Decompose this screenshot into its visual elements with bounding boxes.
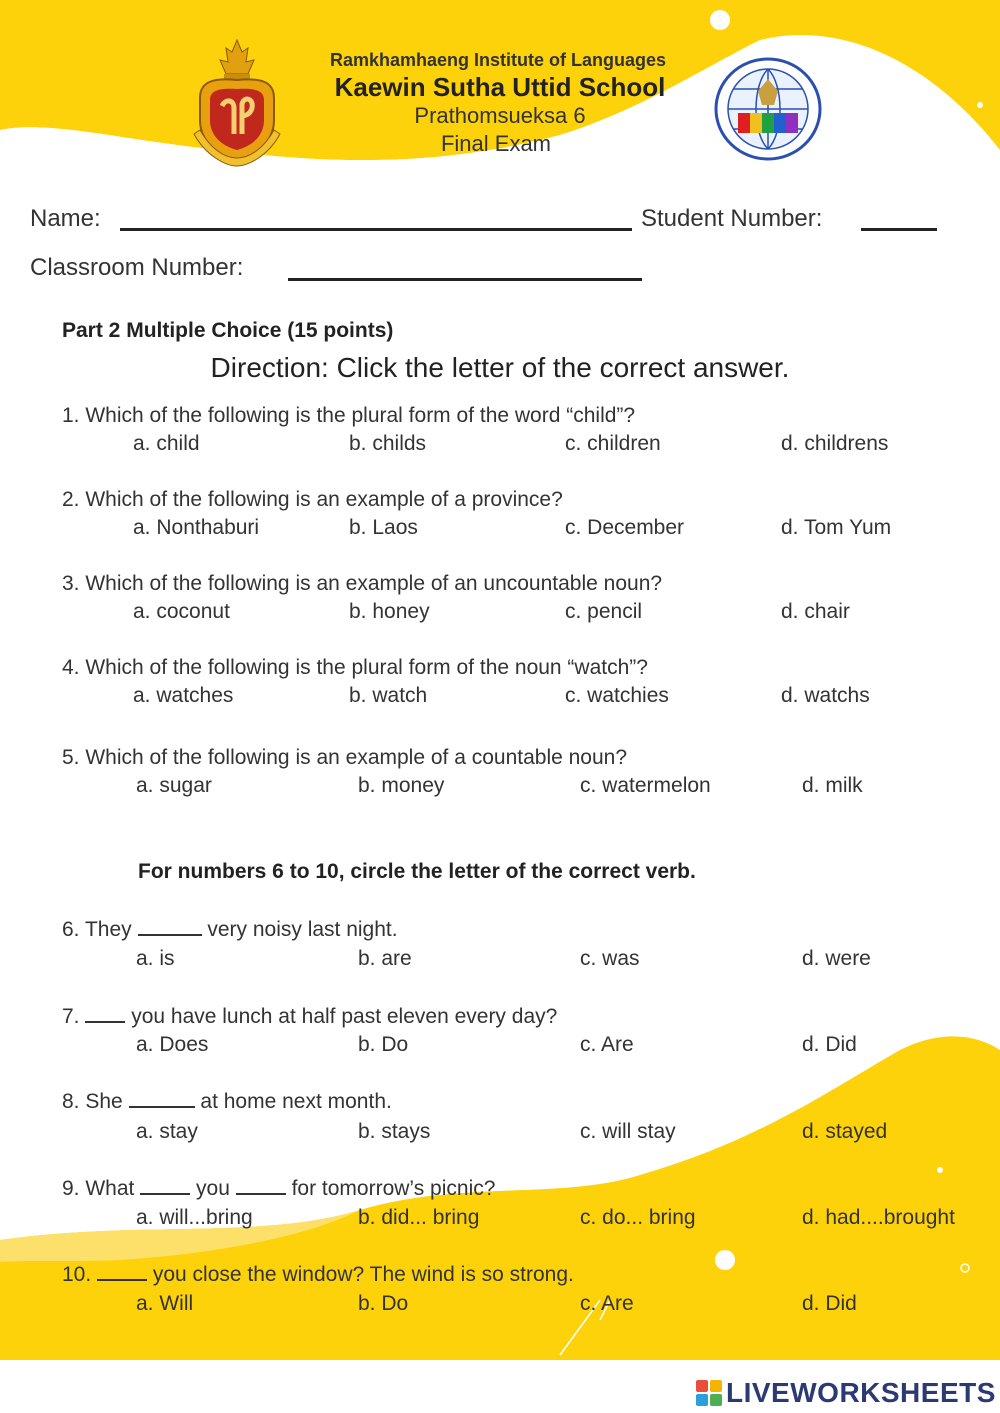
question-7-text: 7. you have lunch at half past eleven every day? <box>62 1005 558 1028</box>
q1-option-d[interactable]: d. childrens <box>781 432 889 455</box>
name-field[interactable] <box>120 228 632 231</box>
q6-option-d[interactable]: d. were <box>802 947 871 970</box>
direction-text: Direction: Click the letter of the correct answer. <box>210 352 790 383</box>
q7-option-c[interactable]: c. Are <box>580 1033 634 1056</box>
q1-option-b[interactable]: b. childs <box>349 432 427 455</box>
classroom-number-label: Classroom Number: <box>30 254 244 281</box>
answer-blank <box>85 1005 125 1023</box>
q9-option-c[interactable]: c. do... bring <box>580 1206 696 1229</box>
name-label: Name: <box>30 205 101 232</box>
school-name: Kaewin Sutha Uttid School <box>334 72 666 102</box>
q9-option-a[interactable]: a. will...bring <box>136 1206 253 1229</box>
q6-option-b[interactable]: b. are <box>358 947 412 970</box>
q3-option-c[interactable]: c. pencil <box>565 600 643 623</box>
q4-option-d[interactable]: d. watchs <box>781 684 870 707</box>
liveworksheets-brand: LIVEWORKSHEETS <box>726 1377 996 1408</box>
liveworksheets-icon <box>696 1380 722 1406</box>
q4-option-b[interactable]: b. watch <box>349 684 428 707</box>
q8-option-c[interactable]: c. will stay <box>580 1120 676 1143</box>
student-number-field[interactable] <box>861 228 937 231</box>
grade-level: Prathomsueksa 6 <box>414 103 586 128</box>
answer-blank <box>129 1090 195 1108</box>
q1-option-a[interactable]: a. child <box>133 432 200 455</box>
q4-option-a[interactable]: a. watches <box>133 684 234 707</box>
question-8-text: 8. She at home next month. <box>62 1090 392 1113</box>
student-number-label: Student Number: <box>641 205 823 232</box>
question-6-text: 6. They very noisy last night. <box>62 918 398 941</box>
q2-option-b[interactable]: b. Laos <box>349 516 418 539</box>
q10-option-c[interactable]: c. Are <box>580 1292 634 1315</box>
exam-title: Final Exam <box>440 131 552 156</box>
question-10-text: 10. you close the window? The wind is so strong. <box>62 1263 574 1286</box>
part-title: Part 2 Multiple Choice (15 points) <box>62 319 394 342</box>
question-5-text: 5. Which of the following is an example of a countable noun? <box>62 746 628 769</box>
q5-option-b[interactable]: b. money <box>358 774 445 797</box>
question-9-text: 9. What you for tomorrow’s picnic? <box>62 1177 496 1200</box>
q10-option-d[interactable]: d. Did <box>802 1292 857 1315</box>
decor-dot <box>710 10 730 30</box>
q2-option-c[interactable]: c. December <box>565 516 685 539</box>
q8-option-d[interactable]: d. stayed <box>802 1120 888 1143</box>
q2-option-d[interactable]: d. Tom Yum <box>781 516 892 539</box>
q8-option-a[interactable]: a. stay <box>136 1120 198 1143</box>
q6-option-a[interactable]: a. is <box>136 947 175 970</box>
q7-option-a[interactable]: a. Does <box>136 1033 209 1056</box>
q7-option-d[interactable]: d. Did <box>802 1033 857 1056</box>
q5-option-c[interactable]: c. watermelon <box>580 774 711 797</box>
q7-option-b[interactable]: b. Do <box>358 1033 409 1056</box>
answer-blank <box>138 918 202 936</box>
q3-option-b[interactable]: b. honey <box>349 600 430 623</box>
answer-blank <box>97 1263 147 1281</box>
decor-dot <box>937 1167 943 1173</box>
liveworksheets-logo[interactable] <box>696 1377 996 1409</box>
question-1-text: 1. Which of the following is the plural form of the word “child”? <box>62 404 636 427</box>
q3-option-a[interactable]: a. coconut <box>133 600 230 623</box>
classroom-number-field[interactable] <box>288 278 642 281</box>
q8-option-b[interactable]: b. stays <box>358 1120 431 1143</box>
q9-option-b[interactable]: b. did... bring <box>358 1206 480 1229</box>
q4-option-c[interactable]: c. watchies <box>565 684 669 707</box>
q10-option-b[interactable]: b. Do <box>358 1292 409 1315</box>
q10-option-a[interactable]: a. Will <box>136 1292 194 1315</box>
q3-option-d[interactable]: d. chair <box>781 600 850 623</box>
q6-option-c[interactable]: c. was <box>580 947 640 970</box>
question-2-text: 2. Which of the following is an example of a province? <box>62 488 563 511</box>
decor-dot <box>715 1250 735 1270</box>
q5-option-a[interactable]: a. sugar <box>136 774 212 797</box>
answer-blank <box>236 1177 286 1195</box>
q5-option-d[interactable]: d. milk <box>802 774 863 797</box>
question-3-text: 3. Which of the following is an example of an uncountable noun? <box>62 572 663 595</box>
answer-blank <box>140 1177 190 1195</box>
q1-option-c[interactable]: c. children <box>565 432 661 455</box>
subdirection-text: For numbers 6 to 10, circle the letter of the correct verb. <box>138 860 696 883</box>
q2-option-a[interactable]: a. Nonthaburi <box>133 516 260 539</box>
q9-option-d[interactable]: d. had....brought <box>802 1206 955 1229</box>
institute-name: Ramkhamhaeng Institute of Languages <box>329 50 667 70</box>
question-4-text: 4. Which of the following is the plural form of the noun “watch”? <box>62 656 648 679</box>
